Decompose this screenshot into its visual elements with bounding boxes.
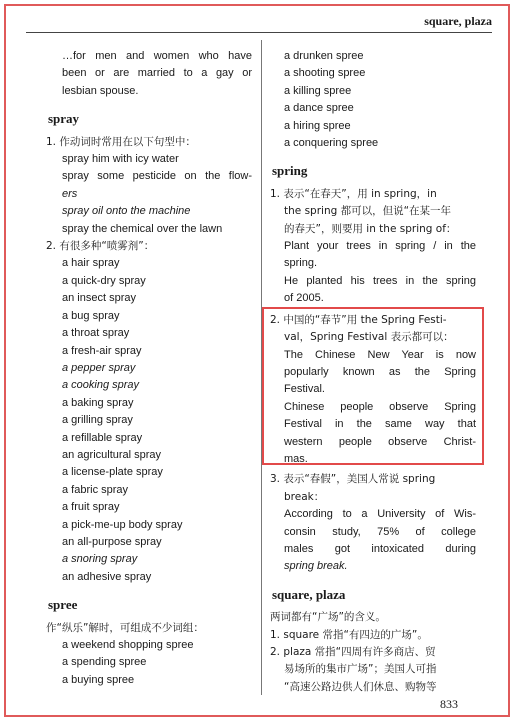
example-list: spray him with icy water spray some pesticide on the flow- ers spray oil onto the machine spray the chemical over the lawn bbox=[62, 153, 252, 235]
spree-list: a weekend shopping spree a spending spree a buying spree bbox=[62, 639, 194, 686]
left-column bbox=[46, 48, 252, 689]
headword-spree: spree bbox=[48, 597, 78, 613]
headword-square-plaza: square, plaza bbox=[272, 586, 346, 602]
running-head: square, plaza bbox=[424, 14, 492, 28]
right-column bbox=[270, 48, 476, 696]
square-sense-2: 2. plaza 常指“四周有许多商店、贸 易场所的集市广场”；美国人可指 “高速公路边供人们休息、购物等 bbox=[270, 646, 437, 693]
spray-list: a hair spray a quick-dry spray an insect spray a bug spray a throat spray a fresh-air spray a pepper spray a cooking spray a baking spray a grilling spray a refillable spray an agricultural spray a license-plate spray a fabric spray a fruit spray a pick-me-up body spray an all-purpose spray a snoring spray an adhesive spray bbox=[62, 257, 183, 583]
spring-sense-3: 3. 表示“春假”，美国人常说 spring break： According to a University of Wis- consin study, 75% of college males got intoxicated during spring break. bbox=[270, 473, 476, 573]
page-number: 833 bbox=[440, 697, 458, 711]
square-sense-1: 1. square 常指“有四边的广场”。 bbox=[270, 628, 428, 641]
intro-text: …for men and women who have been or are married to a gay or lesbian spouse. bbox=[62, 50, 252, 97]
header-rule bbox=[26, 32, 492, 33]
headword-spring: spring bbox=[272, 163, 308, 179]
headword-spray: spray bbox=[48, 111, 80, 127]
sense-1: 1. 作动词时常用在以下句型中： bbox=[46, 135, 196, 148]
spree-list-continued: a drunken spree a shooting spree a killing spree a dance spree a hiring spree a conquering spree bbox=[284, 50, 379, 150]
sense-2: 2. 有很多种“喷雾剂”： bbox=[46, 240, 155, 253]
spree-intro: 作“纵乐”解时，可组成不少词组： bbox=[46, 621, 204, 634]
spring-sense-1: 1. 表示“在春天”，用 in spring，in the spring 都可以，但说“在某一年 的春天”，则要用 in the spring of： Plant your trees in spring / in the spring. He planted his trees in the spring of 2005. bbox=[270, 187, 476, 305]
spring-sense-2: 2. 中国的“春节”用 the Spring Festi- val，Spring Festival 表示都可以： The Chinese New Year is now popularly known as the Spring Festival. Chinese people observe Spring Festival in the same way that western people observe Christ- mas. bbox=[270, 313, 476, 465]
square-intro: 两词都有“广场”的含义。 bbox=[270, 611, 386, 624]
